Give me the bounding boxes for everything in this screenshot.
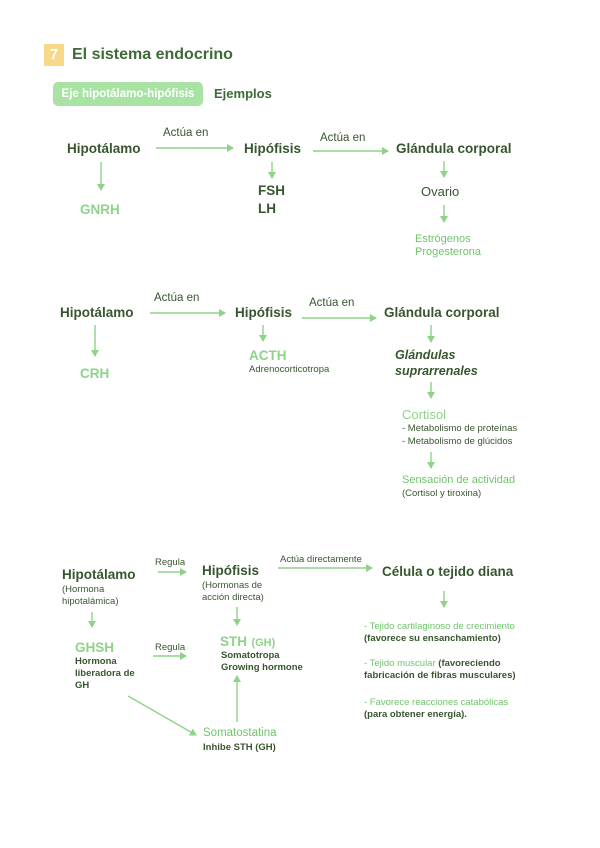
- section-number-badge: 7: [44, 44, 64, 66]
- d2-sensacion-actividad: Sensación de actividad: [402, 474, 516, 486]
- page-title: El sistema endocrino: [72, 46, 233, 63]
- d3-hipofisis-sub2: acción directa): [202, 592, 264, 603]
- d2-crh: CRH: [80, 366, 110, 381]
- d3-celula-tejido-diana: Célula o tejido diana: [382, 564, 514, 579]
- d3-hipotalamo-sub2: hipotalámica): [62, 596, 119, 607]
- d3-ghsh-sub2: liberadora de: [75, 668, 135, 679]
- d2-acth: ACTH: [249, 348, 287, 363]
- d3-ghsh-sub1: Hormona: [75, 656, 117, 667]
- d2-hipofisis: Hipófisis: [235, 305, 293, 320]
- d3-sth-group: [220, 633, 275, 651]
- d1-progesterona: Progesterona: [415, 246, 482, 258]
- d2-actua-en-1: Actúa en: [154, 292, 200, 304]
- d3-hipofisis-sub1: (Hormonas de: [202, 580, 263, 591]
- d2-metabolismo-glucidos: - Metabolismo de glúcidos: [402, 436, 513, 447]
- d3-sth: STH: [220, 634, 247, 649]
- d2-metabolismo-proteinas: - Metabolismo de proteínas: [402, 423, 518, 434]
- d2-cortisol: Cortisol: [402, 407, 447, 422]
- d2-suprarrenales: suprarrenales: [395, 364, 478, 378]
- d3-somatostatina: Somatostatina: [203, 727, 277, 739]
- d3-regula-1: Regula: [155, 557, 186, 568]
- d2-actua-en-2: Actúa en: [309, 297, 355, 309]
- d3-ghsh-sub3: GH: [75, 680, 90, 691]
- d3-growing-hormone: Growing hormone: [221, 662, 303, 673]
- d3-reacciones-catabolicas-sub: (para obtener energía).: [364, 709, 467, 720]
- tab-eje-hipotalamo-hipofisis[interactable]: Eje hipotálamo-hipófisis: [53, 82, 203, 106]
- arrow-d3-ghsh-somatostatina: [128, 696, 196, 735]
- d3-reacciones-catabolicas: - Favorece reacciones catabólicas: [364, 697, 509, 708]
- d2-glandula-corporal: Glándula corporal: [384, 305, 500, 320]
- d2-acth-desc: Adrenocorticotropa: [249, 364, 330, 375]
- d2-hipotalamo: Hipotálamo: [60, 305, 134, 320]
- d1-gnrh: GNRH: [80, 202, 120, 217]
- d2-sensacion-sub: (Cortisol y tiroxina): [402, 488, 482, 499]
- d3-sth-gh: (GH): [251, 637, 276, 649]
- d3-somatotropa: Somatotropa: [221, 650, 280, 661]
- d3-ghsh: GHSH: [75, 640, 115, 655]
- d3-hipotalamo: Hipotálamo: [62, 567, 136, 582]
- d3-actua-directamente: Actúa directamente: [280, 554, 362, 565]
- d3-inhibe-sth: Inhibe STH (GH): [203, 742, 276, 753]
- d1-glandula-corporal: Glándula corporal: [396, 141, 512, 156]
- d3-tejido-muscular-sub2: fabricación de fibras musculares): [364, 670, 516, 681]
- d3-regula-2: Regula: [155, 642, 186, 653]
- d3-tejido-muscular-sub: (favoreciendo: [435, 658, 501, 669]
- d1-actua-en-2: Actúa en: [320, 132, 366, 144]
- d2-glandulas: Glándulas: [395, 348, 456, 362]
- d3-tejido-cartilaginoso: - Tejido cartilaginoso de crecimiento: [364, 621, 515, 632]
- d1-fsh: FSH: [258, 183, 285, 198]
- d3-tejido-muscular-line: [364, 658, 501, 669]
- d1-actua-en-1: Actúa en: [163, 127, 209, 139]
- d3-tejido-muscular: - Tejido muscular: [364, 658, 436, 669]
- d1-hipofisis: Hipófisis: [244, 141, 302, 156]
- tab-ejemplos[interactable]: Ejemplos: [214, 86, 272, 101]
- d3-tejido-cartilaginoso-sub: (favorece su ensanchamiento): [364, 633, 501, 644]
- d3-hipotalamo-sub1: (Hormona: [62, 584, 105, 595]
- d1-estrogenos: Estrógenos: [415, 233, 471, 245]
- d1-lh: LH: [258, 201, 276, 216]
- d3-hipofisis: Hipófisis: [202, 563, 260, 578]
- d1-ovario: Ovario: [421, 184, 460, 199]
- d1-hipotalamo: Hipotálamo: [67, 141, 141, 156]
